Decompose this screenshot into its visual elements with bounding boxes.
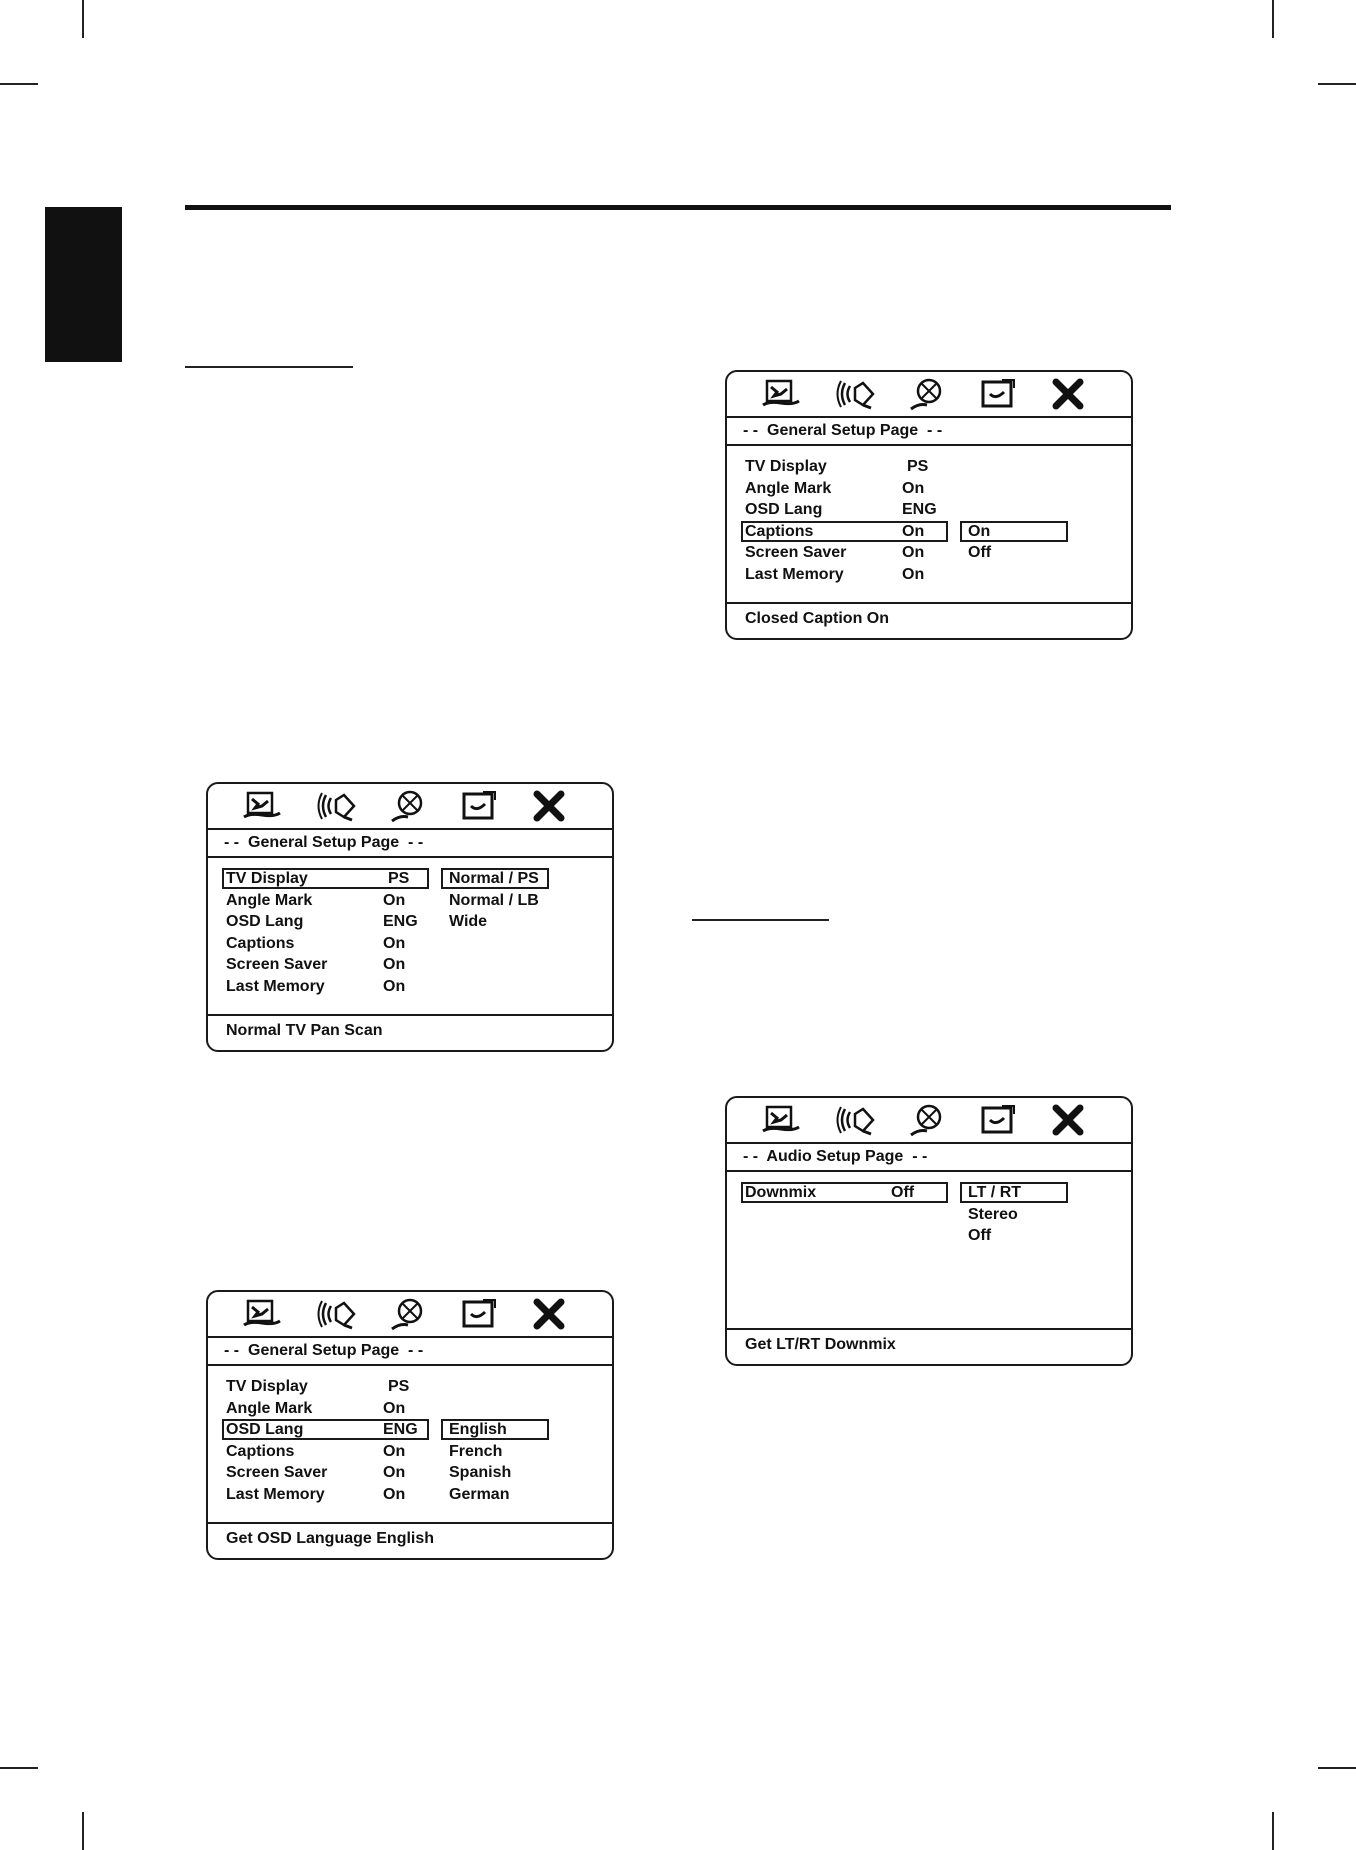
footer-divider [208, 1522, 612, 1524]
setting-row[interactable] [224, 1441, 604, 1463]
setting-row[interactable] [224, 976, 604, 998]
setting-row[interactable] [224, 1398, 604, 1420]
setting-row[interactable] [224, 933, 604, 955]
password-icon[interactable] [456, 1297, 502, 1331]
footer-divider [727, 602, 1131, 604]
setting-label: Angle Mark [226, 1399, 313, 1417]
crop-mark [1318, 1767, 1356, 1769]
title-divider [727, 1170, 1131, 1172]
setting-rows [743, 456, 1123, 586]
setting-row[interactable] [224, 1462, 604, 1484]
setting-value: On [902, 544, 925, 562]
setting-row[interactable] [743, 478, 1123, 500]
status-footer: Closed Caption On [745, 610, 889, 627]
crop-mark [1272, 1812, 1274, 1850]
option-item[interactable]: Normal / LB [449, 891, 539, 909]
setting-rows [743, 1182, 1123, 1247]
option-item[interactable]: Off [968, 544, 992, 562]
setting-value: On [383, 956, 406, 974]
option-item[interactable]: Off [968, 1227, 992, 1245]
footer-divider [727, 1328, 1131, 1330]
option-item[interactable]: French [449, 1442, 503, 1460]
setting-label: Screen Saver [226, 956, 328, 974]
option-item[interactable]: Spanish [449, 1464, 512, 1482]
setting-row[interactable] [224, 911, 604, 933]
exit-icon[interactable] [526, 789, 572, 823]
status-footer: Get LT/RT Downmix [745, 1336, 896, 1353]
setting-row[interactable] [743, 564, 1123, 586]
setting-value: PS [907, 458, 929, 475]
menu-icon-bar [727, 372, 1131, 418]
setting-row[interactable] [224, 1376, 604, 1398]
setting-label: Screen Saver [226, 1464, 328, 1482]
setting-label: TV Display [226, 870, 308, 887]
crop-mark [82, 1812, 84, 1850]
crop-mark [0, 1767, 38, 1769]
setting-value: On [383, 1442, 406, 1460]
setting-label: Captions [226, 934, 295, 952]
crop-mark [0, 83, 38, 85]
setting-value: On [902, 479, 925, 497]
password-icon[interactable] [975, 1103, 1021, 1137]
setting-label: Captions [226, 1442, 295, 1460]
audio-setup-icon[interactable] [315, 789, 361, 823]
setting-value: ENG [383, 1421, 418, 1439]
preference-icon[interactable] [385, 1297, 431, 1331]
status-footer: Get OSD Language English [226, 1530, 435, 1547]
setting-label: Last Memory [226, 1485, 325, 1503]
setting-label: Screen Saver [745, 544, 847, 562]
setting-value: On [383, 891, 406, 909]
title-divider [208, 856, 612, 858]
option-item[interactable]: Stereo [968, 1205, 1018, 1223]
setting-value: ENG [383, 913, 418, 931]
general-setup-icon[interactable] [758, 1103, 804, 1137]
setting-value: PS [388, 870, 410, 887]
menu-icon-bar [208, 784, 612, 830]
setting-value: On [383, 1464, 406, 1482]
setting-rows [224, 1376, 604, 1506]
setting-label: Captions [745, 522, 814, 540]
setting-value: On [383, 934, 406, 952]
status-footer: Normal TV Pan Scan [226, 1022, 383, 1039]
option-item[interactable]: Normal / PS [449, 870, 539, 887]
option-item[interactable]: German [449, 1485, 510, 1503]
setting-row[interactable] [224, 1484, 604, 1506]
page-title: - - Audio Setup Page - - [743, 1148, 928, 1165]
setting-row[interactable] [224, 868, 604, 890]
setting-label: TV Display [226, 1378, 308, 1395]
general-setup-icon[interactable] [239, 789, 285, 823]
exit-icon[interactable] [526, 1297, 572, 1331]
crop-mark [82, 0, 84, 38]
footer-divider [208, 1014, 612, 1016]
option-item[interactable]: English [449, 1421, 507, 1439]
setting-label: TV Display [745, 458, 827, 475]
setting-value: On [383, 1399, 406, 1417]
setting-label: OSD Lang [745, 501, 823, 519]
crop-mark [1318, 83, 1356, 85]
setting-row[interactable] [743, 1182, 1123, 1204]
preference-icon[interactable] [385, 789, 431, 823]
menu-icon-bar [727, 1098, 1131, 1144]
setting-rows [224, 868, 604, 998]
title-divider [208, 1364, 612, 1366]
audio-setup-icon[interactable] [834, 1103, 880, 1137]
password-icon[interactable] [456, 789, 502, 823]
password-icon[interactable] [975, 377, 1021, 411]
general-setup-icon[interactable] [239, 1297, 285, 1331]
menu-icon-bar [208, 1292, 612, 1338]
exit-icon[interactable] [1045, 1103, 1091, 1137]
general-setup-icon[interactable] [758, 377, 804, 411]
preference-icon[interactable] [904, 1103, 950, 1137]
setting-row[interactable] [743, 456, 1123, 478]
crop-mark [1272, 0, 1274, 38]
section-heading-rule [692, 919, 829, 921]
section-heading-rule [185, 366, 353, 368]
preference-icon[interactable] [904, 377, 950, 411]
setting-row[interactable] [224, 1419, 604, 1441]
setting-label: Last Memory [226, 977, 325, 995]
setting-row[interactable] [743, 1204, 1123, 1226]
setting-label: Angle Mark [745, 479, 832, 497]
page-title: - - General Setup Page - - [224, 834, 424, 851]
language-tab-block [45, 207, 122, 362]
option-item[interactable]: On [968, 522, 991, 540]
page-title: - - General Setup Page - - [743, 422, 943, 439]
osd-menu-captions [725, 370, 1133, 640]
option-item[interactable]: LT / RT [968, 1184, 1022, 1201]
setting-value: On [383, 1485, 406, 1503]
setting-row[interactable] [743, 499, 1123, 521]
setting-row[interactable] [743, 521, 1123, 543]
setting-row[interactable] [743, 542, 1123, 564]
setting-row[interactable] [743, 1225, 1123, 1247]
setting-value: PS [388, 1378, 410, 1395]
title-divider [727, 444, 1131, 446]
setting-row[interactable] [224, 890, 604, 912]
option-item[interactable]: Wide [449, 913, 488, 931]
audio-setup-icon[interactable] [834, 377, 880, 411]
header-rule [185, 205, 1171, 210]
setting-value: On [902, 565, 925, 583]
osd-menu-downmix [725, 1096, 1133, 1366]
setting-value: On [902, 522, 925, 540]
setting-row[interactable] [224, 954, 604, 976]
setting-label: Downmix [745, 1184, 817, 1201]
osd-menu-osd-lang [206, 1290, 614, 1560]
setting-value: Off [891, 1184, 915, 1201]
exit-icon[interactable] [1045, 377, 1091, 411]
setting-label: OSD Lang [226, 913, 304, 931]
page-title: - - General Setup Page - - [224, 1342, 424, 1359]
setting-label: Last Memory [745, 565, 844, 583]
audio-setup-icon[interactable] [315, 1297, 361, 1331]
setting-label: OSD Lang [226, 1421, 304, 1439]
osd-menu-tv-display [206, 782, 614, 1052]
setting-value: On [383, 977, 406, 995]
setting-value: ENG [902, 501, 937, 519]
setting-label: Angle Mark [226, 891, 313, 909]
